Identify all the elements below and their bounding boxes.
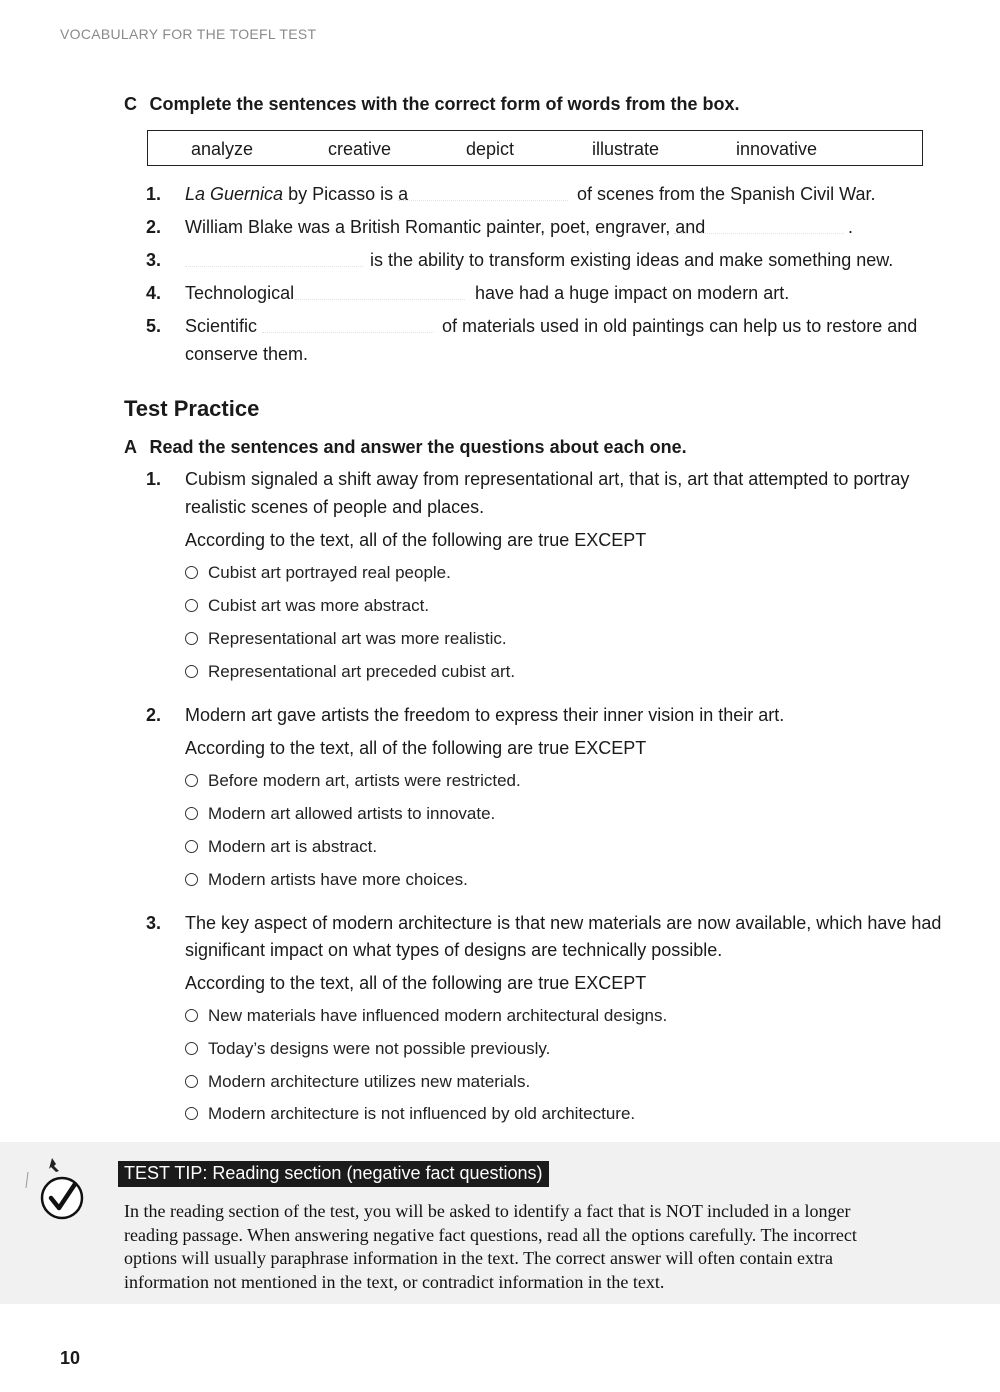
radio-button[interactable] <box>185 1075 198 1088</box>
answer-option[interactable]: Modern art allowed artists to innovate. <box>185 804 495 824</box>
answer-option[interactable]: Modern architecture utilizes new materials. <box>185 1072 530 1092</box>
question-text: Modern art gave artists the freedom to express their inner vision in their art. <box>185 705 785 725</box>
answer-option[interactable]: Representational art preceded cubist art. <box>185 662 515 682</box>
question-number: 3. <box>146 913 162 933</box>
test-tip-body <box>124 1200 924 1294</box>
radio-button[interactable] <box>185 807 198 820</box>
test-tip-line: In the reading section of the test, you will be asked to identify a fact that is NOT included in a longer <box>124 1201 851 1221</box>
question-text: The key aspect of modern architecture is that new materials are now available, which have had <box>185 913 942 933</box>
radio-button[interactable] <box>185 632 198 645</box>
answer-option[interactable]: Before modern art, artists were restricted. <box>185 771 521 791</box>
pinned-checkmark-icon <box>22 1156 92 1226</box>
section-instruction: Complete the sentences with the correct form of words from the box. <box>149 94 740 114</box>
radio-button[interactable] <box>185 566 198 579</box>
word-box-item: innovative <box>736 139 818 159</box>
section-heading: Test Practice <box>124 396 260 421</box>
item-number: 3. <box>146 250 162 270</box>
sentence-text: . <box>848 217 854 237</box>
sentence-text: have had a huge impact on modern art. <box>475 283 790 303</box>
answer-blank[interactable] <box>295 285 465 300</box>
question-prompt: According to the text, all of the following are true EXCEPT <box>185 973 647 993</box>
answer-option[interactable]: New materials have influenced modern architectural designs. <box>185 1006 667 1026</box>
question-prompt: According to the text, all of the following are true EXCEPT <box>185 530 647 550</box>
sentence-text: of materials used in old paintings can help us to restore and <box>442 316 918 336</box>
sentence-text: conserve them. <box>185 344 309 364</box>
radio-button[interactable] <box>185 774 198 787</box>
question-number: 1. <box>146 469 162 489</box>
answer-blank[interactable] <box>262 318 434 333</box>
radio-button[interactable] <box>185 599 198 612</box>
sentence-text: Technological <box>185 283 295 303</box>
sentence-1: La Guernica by Picasso is a <box>185 184 409 204</box>
answer-blank[interactable] <box>398 186 568 201</box>
test-tip-line: options will usually paraphrase information in the text. The correct answer will often contain extra <box>124 1248 833 1268</box>
sentence-text: of scenes from the Spanish Civil War. <box>577 184 876 204</box>
sentence-text: is the ability to transform existing ideas and make something new. <box>370 250 894 270</box>
radio-button[interactable] <box>185 873 198 886</box>
answer-option[interactable]: Cubist art portrayed real people. <box>185 563 451 583</box>
test-tip-line: reading passage. When answering negative fact questions, read all the options carefully. The incorrect <box>124 1224 857 1245</box>
radio-button[interactable] <box>185 665 198 678</box>
page-number: 10 <box>60 1348 81 1368</box>
item-number: 2. <box>146 217 162 237</box>
item-number: 4. <box>146 283 162 303</box>
section-instruction: Read the sentences and answer the questions about each one. <box>149 437 687 457</box>
radio-button[interactable] <box>185 1107 198 1120</box>
word-box-item: creative <box>328 139 392 159</box>
answer-option[interactable]: Cubist art was more abstract. <box>185 596 429 616</box>
answer-option[interactable]: Representational art was more realistic. <box>185 629 507 649</box>
section-letter: C <box>124 94 137 114</box>
answer-option[interactable]: Modern art is abstract. <box>185 837 377 857</box>
answer-option[interactable]: Today’s designs were not possible previously. <box>185 1039 550 1059</box>
item-number: 5. <box>146 316 162 336</box>
item-number: 1. <box>146 184 162 204</box>
question-number: 2. <box>146 705 162 725</box>
test-practice-instruction-row <box>124 437 687 458</box>
answer-option[interactable]: Modern artists have more choices. <box>185 870 468 890</box>
answer-option[interactable]: Modern architecture is not influenced by old architecture. <box>185 1104 635 1124</box>
radio-button[interactable] <box>185 840 198 853</box>
test-tip-line: information not mentioned in the text, or contradict information in the text. <box>124 1271 665 1292</box>
sentence-text: William Blake was a British Romantic painter, poet, engraver, and <box>185 217 706 237</box>
question-text: realistic scenes of people and places. <box>185 497 485 517</box>
running-head: VOCABULARY FOR THE TOEFL TEST <box>60 26 317 42</box>
radio-button[interactable] <box>185 1042 198 1055</box>
answer-blank[interactable] <box>674 219 844 234</box>
sentence-text: Scientific <box>185 316 258 336</box>
word-box-item: analyze <box>191 139 254 159</box>
test-tip-label: TEST TIP: Reading section (negative fact questions) <box>118 1161 549 1187</box>
word-box-item: illustrate <box>592 139 660 159</box>
artwork-title: La Guernica <box>185 184 284 204</box>
question-text: Cubism signaled a shift away from representational art, that is, art that attempted to portray <box>185 469 910 489</box>
question-text: significant impact on what types of designs are technically possible. <box>185 940 723 960</box>
radio-button[interactable] <box>185 1009 198 1022</box>
word-box-item: depict <box>466 139 515 159</box>
section-c-instruction-row <box>124 94 740 115</box>
answer-blank[interactable] <box>185 252 363 267</box>
word-box <box>147 130 923 166</box>
section-letter: A <box>124 437 137 457</box>
question-prompt: According to the text, all of the following are true EXCEPT <box>185 738 647 758</box>
